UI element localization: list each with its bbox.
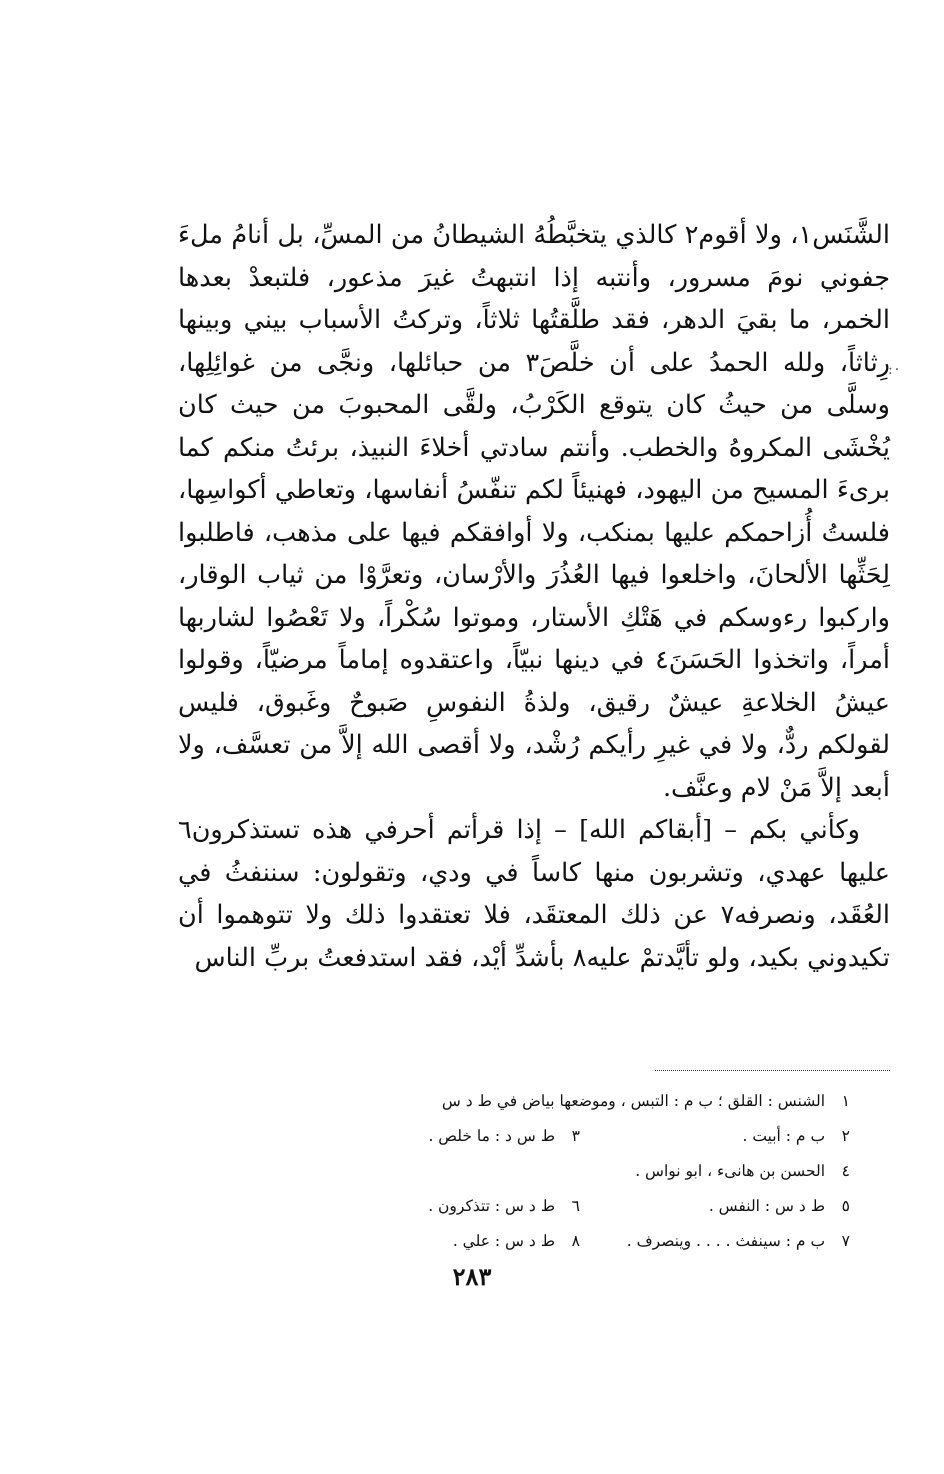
footnote-text: الشنس : القلق ؛ ب م : التبس ، وموضعها بياض في ط د س — [441, 1092, 826, 1110]
footnote-row — [290, 1189, 850, 1224]
footnote-number: ٤ — [841, 1162, 850, 1180]
footnote-number: ٧ — [841, 1232, 850, 1250]
margin-dots: :· — [888, 362, 902, 378]
footnote-text: ب م : أبيت . — [742, 1127, 826, 1145]
footnote-row — [290, 1084, 850, 1119]
footnote — [428, 1119, 580, 1154]
footnote-separator — [655, 1070, 890, 1071]
page-number: ٢٨٣ — [452, 1262, 492, 1291]
footnote-text: ط د س : تتذكرون . — [428, 1197, 556, 1215]
footnote-number: ٦ — [571, 1197, 580, 1215]
footnote-text: ط د س : علي . — [452, 1232, 556, 1250]
footnote-number: ١ — [841, 1092, 850, 1110]
footnote-text: ط س د : ما خلص . — [428, 1127, 556, 1145]
main-text — [178, 214, 890, 979]
footnote-number: ٣ — [571, 1127, 580, 1145]
footnote-row — [290, 1224, 850, 1259]
footnote — [580, 1224, 850, 1259]
footnote-row — [290, 1154, 850, 1189]
footnote — [635, 1154, 850, 1189]
paragraph: وكأني بكم – [أبقاكم الله] – إذا قرأتم أحرفي هذه تستذكرون٦ عليها عهدي، وتشربون منها كاساً في ودي، وتقولون: سننفثُ في العُقَد، ونصرفه٧ عن ذلك المعتقَد، فلا تعتقدوا ذلك ولا تتوهموا أن تكيدوني بكيد، ولو تأيَّدتمْ عليه٨ بأشدِّ أيْد، فقد استدفعتُ بربِّ الناس — [178, 815, 891, 973]
footnote — [428, 1189, 580, 1224]
footnotes — [290, 1084, 850, 1259]
footnote — [442, 1084, 850, 1119]
footnote-text: الحسن بن هانىء ، ابو نواس . — [635, 1162, 826, 1180]
footnote-number: ٢ — [841, 1127, 850, 1145]
paragraph: الشَّنَس١، ولا أقوم٢ كالذي يتخبَّطُهُ الشيطانُ من المسِّ، بل أنامُ ملءَ جفوني نومَ مسرور، وأنتبه إذا انتبهتُ غيرَ مذعور، فلتبعدْ بعدها الخمر، ما بقيَ الدهر، فقد طلَّقتُها ثلاثاً، وتركتُ الأسباب بيني وبينها رِثاثاً، ولله الحمدُ على أن خلَّصَ٣ من حبائلها، ونجَّى من غوائِلِها، وسلَّى من حيثُ كان يتوقع الكَرْبُ، ولقَّى المحبوبَ من حيث كان يُخْشَى المكروهُ والخطب. وأنتم سادتي أخلاءَ النبيذ، برئتُ منكم كما برىءَ المسيح من اليهود، فهنيئاً لكم تنفّسُ أنفاسها، وتعاطي أكواسِها، فلستُ أُزاحمكم عليها بمنكب، ولا أوافقكم فيها على مذهب، فاطلبوا لِحَثِّها الألحانَ، واخلعوا فيها العُذُرَ والأرْسان، وتعرَّوْا من ثياب الوقار، واركبوا رءوسكم في هَتْكِ الأستار، وموتوا سُكْراً، ولا تَعْصُوا لشاربها أمراً، واتخذوا الحَسَنَ٤ في دينها نبيّاً، واعتقدوه إماماً مرضيّاً، وقولوا عيشُ الخلاعةِ عيشٌ رقيق، ولذةُ النفوسِ صَبوحٌ وغَبوق، فليس لقولكم ردٌّ، ولا في غيرِ رأيكم رُشْد، ولا أقصى الله إلاَّ من تعسَّف، ولا أبعد إلاَّ مَنْ لام وعنَّف. — [178, 220, 890, 803]
footnote-text: ب م : سينفث . . . . وينصرف . — [626, 1232, 826, 1250]
footnote — [453, 1224, 580, 1259]
footnote-row — [290, 1119, 850, 1154]
footnote-number: ٥ — [841, 1197, 850, 1215]
footnote-number: ٨ — [571, 1232, 580, 1250]
footnote-text: ط د س : النفس . — [708, 1197, 826, 1215]
footnote — [580, 1189, 850, 1224]
footnote — [580, 1119, 850, 1154]
